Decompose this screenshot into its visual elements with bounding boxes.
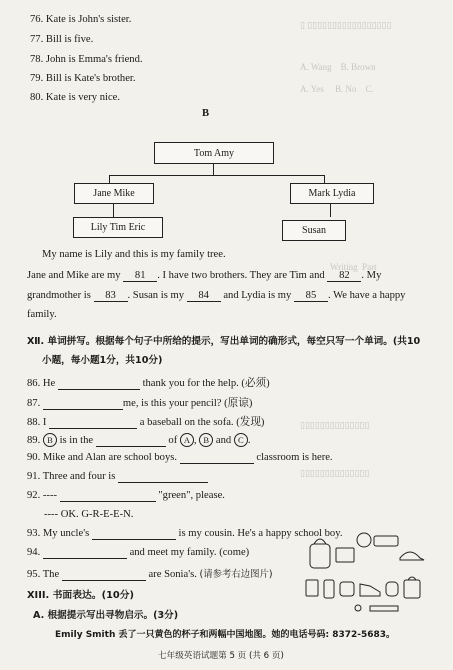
writing-prompt: Emily Smith 丢了一只黄色的杯子和两幅中国地图。她的电话号码: 8372-5683。 xyxy=(55,630,396,640)
question-text: , xyxy=(193,435,197,446)
ball-icon xyxy=(357,533,371,547)
tree-node-grandparents: Tom Amy xyxy=(154,142,274,164)
question-text: and xyxy=(215,435,232,446)
blank-83[interactable] xyxy=(94,290,128,302)
question-91 xyxy=(27,471,208,483)
tree-node-aunt-uncle: Mark Lydia xyxy=(290,183,374,204)
question-90 xyxy=(27,452,333,464)
passage-text: grandmother is xyxy=(27,290,91,301)
bleed-through-text: A. Yes B. No C. xyxy=(300,84,374,94)
bleed-through-text: Writing Part xyxy=(330,262,377,272)
blank-85[interactable] xyxy=(294,290,328,302)
question-text: me, is this your pencil? (原谅) xyxy=(122,398,253,409)
question-text: is my cousin. He's a happy school boy. xyxy=(178,528,343,539)
answer-blank-95[interactable] xyxy=(62,569,146,581)
circled-a-icon: A xyxy=(180,433,194,447)
statement-76: 76. Kate is John's sister. xyxy=(30,14,132,25)
blank-number: 83 xyxy=(105,290,116,301)
passage-line-1 xyxy=(42,249,226,260)
question-88 xyxy=(27,414,264,429)
statement-78: 78. John is Emma's friend. xyxy=(30,54,143,65)
answer-blank-94[interactable] xyxy=(43,547,127,559)
blank-number: 81 xyxy=(134,270,146,281)
answer-blank-87[interactable] xyxy=(43,398,123,410)
statement-80: 80. Kate is very nice. xyxy=(30,92,121,103)
question-text: 86. He xyxy=(27,378,56,389)
question-text: thank you for the help. (必须) xyxy=(142,378,270,389)
key-icon xyxy=(355,605,361,611)
bag-icon xyxy=(404,580,420,598)
passage-text: and Lydia is my xyxy=(223,290,292,301)
question-hint: (请参考右边图片) xyxy=(199,569,273,580)
passage-text: . I have two brothers. They are Tim and xyxy=(157,270,325,281)
question-text: classroom is here. xyxy=(256,452,333,463)
book-icon xyxy=(336,548,354,562)
bleed-through-text: ▯▯▯▯▯▯▯▯▯▯▯▯▯▯ xyxy=(300,420,370,430)
blank-82[interactable] xyxy=(327,270,361,282)
tree-node-children-left: Lily Tim Eric xyxy=(73,217,163,238)
question-text: 87. xyxy=(27,398,41,409)
tree-connector xyxy=(330,203,331,217)
tree-connector xyxy=(109,175,110,183)
question-text: 89. xyxy=(27,435,41,446)
phone-icon xyxy=(324,580,334,598)
page-footer: 七年级英语试题第 5 页 (共 6 页) xyxy=(158,651,284,661)
question-text: are Sonia's. xyxy=(148,569,197,580)
question-text: a baseball on the sofa. (发现) xyxy=(139,417,265,428)
question-text: of xyxy=(168,435,178,446)
answer-blank-90[interactable] xyxy=(180,452,254,464)
answer-blank-89[interactable] xyxy=(96,435,166,447)
question-text: . xyxy=(247,435,251,446)
blank-number: 85 xyxy=(305,290,317,301)
answer-blank-93[interactable] xyxy=(92,528,176,540)
watch-icon xyxy=(386,582,398,596)
answer-blank-88[interactable] xyxy=(49,417,137,429)
passage-sentence: My name is Lily and this is my family tree. xyxy=(42,249,226,260)
passage-line-3 xyxy=(27,290,405,302)
question-text: and meet my family. (come) xyxy=(129,547,250,558)
tree-connector xyxy=(113,203,114,217)
question-87 xyxy=(27,395,252,410)
passage-line-4: family. xyxy=(27,309,57,320)
blank-81[interactable] xyxy=(123,270,157,282)
answer-blank-91[interactable] xyxy=(118,471,208,483)
question-text: 94. xyxy=(27,547,41,558)
blank-84[interactable] xyxy=(187,290,221,302)
backpack-icon xyxy=(310,544,330,568)
section-a-title: A. 根据提示写出寻物启示。(3分) xyxy=(33,610,179,621)
question-text: 90. Mike and Alan are school boys. xyxy=(27,452,178,463)
question-text: "green", please. xyxy=(158,490,225,501)
question-93 xyxy=(27,528,342,540)
tree-connector xyxy=(109,175,325,176)
cup-icon xyxy=(306,580,318,596)
question-text: 91. Three and four is xyxy=(27,471,116,482)
passage-line-2 xyxy=(27,270,381,282)
question-text: 95. The xyxy=(27,569,60,580)
question-text: 92. ---- xyxy=(27,490,58,501)
clock-icon xyxy=(340,582,354,596)
tree-connector xyxy=(324,175,325,183)
bleed-through-text: ▯▯▯▯▯▯▯▯▯▯▯▯▯▯ xyxy=(300,468,370,478)
question-text: 88. I xyxy=(27,417,47,428)
question-94 xyxy=(27,547,249,559)
question-86 xyxy=(27,375,270,390)
question-text: 93. My uncle's xyxy=(27,528,90,539)
section-12-title: Ⅻ. 单词拼写。根据每个句子中所给的提示，写出单词的确形式，每空只写一个单词。(共10 xyxy=(27,336,421,347)
pencil-box-icon xyxy=(374,536,398,546)
answer-blank-86[interactable] xyxy=(58,378,140,390)
bleed-through-text: ▯ ▯▯▯▯▯▯▯▯▯▯▯▯▯▯▯▯▯ xyxy=(300,20,392,30)
passage-text: . My xyxy=(361,270,382,281)
question-92-reply: ---- OK. G-R-E-E-N. xyxy=(44,509,134,520)
section-b-label: B xyxy=(202,108,210,119)
question-89 xyxy=(27,433,250,447)
blank-number: 82 xyxy=(339,270,350,281)
question-text: is in the xyxy=(59,435,94,446)
statement-79: 79. Bill is Kate's brother. xyxy=(30,73,136,84)
bleed-through-text: A. Wang B. Brown xyxy=(300,62,376,72)
section-12-subtitle: 小题，每小题1分，共10分) xyxy=(42,355,163,366)
section-13-title: XIII. 书面表达。(10分) xyxy=(27,590,134,601)
circled-c-icon: C xyxy=(234,433,248,447)
blank-number: 84 xyxy=(198,290,209,301)
cap-icon xyxy=(400,552,424,560)
tree-node-parents: Jane Mike xyxy=(74,183,154,204)
circled-b-icon: B xyxy=(43,433,57,447)
question-92 xyxy=(27,490,225,502)
backpack-strap-icon xyxy=(314,539,326,544)
question-95 xyxy=(27,566,273,581)
tree-node-child-right: Susan xyxy=(282,220,346,241)
tree-connector xyxy=(213,163,214,175)
passage-text: . Susan is my xyxy=(127,290,185,301)
answer-blank-92[interactable] xyxy=(60,490,156,502)
ruler-icon xyxy=(370,606,398,611)
circled-b-icon: B xyxy=(199,433,213,447)
shoe-icon xyxy=(360,584,380,596)
passage-text: Jane and Mike are my xyxy=(27,270,121,281)
items-illustration xyxy=(300,524,428,616)
passage-text: . We have a happy xyxy=(327,290,406,301)
statement-77: 77. Bill is five. xyxy=(30,34,94,45)
